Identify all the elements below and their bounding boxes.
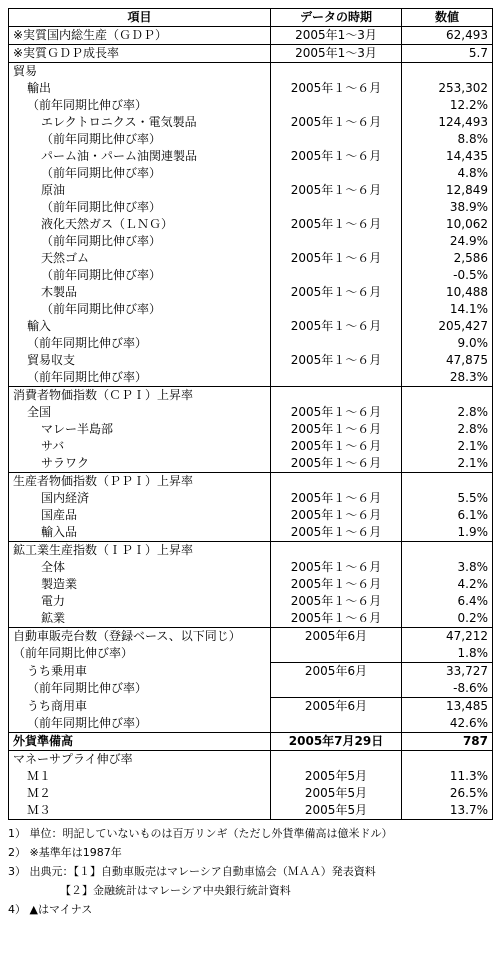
row-label: 天然ゴム [9,250,271,267]
row-value: 6.1% [402,507,493,524]
table-row [9,131,493,148]
row-period: 2005年１〜６月 [271,524,402,542]
row-period [271,387,402,405]
row-period: 2005年5月 [271,802,402,820]
table-row [9,438,493,455]
row-period [271,680,402,698]
table-row [9,97,493,114]
row-value: 2.8% [402,404,493,421]
row-period: 2005年１〜６月 [271,576,402,593]
row-label: 鉱業 [9,610,271,628]
row-period: 2005年１〜６月 [271,610,402,628]
row-period: 2005年１〜６月 [271,148,402,165]
row-label: 国内経済 [9,490,271,507]
footnote: 1） 単位：明記していないものは百万リンギ（ただし外貨準備高は億米ドル） [8,827,393,840]
table-row [9,490,493,507]
table-row [9,785,493,802]
footnote: 2） ※基準年は1987年 [8,846,122,859]
row-value: 33,727 [402,663,493,681]
row-value: 787 [402,733,493,751]
row-value: 8.8% [402,131,493,148]
row-value: 2.8% [402,421,493,438]
row-value: 253,302 [402,80,493,97]
row-label: （前年同期比伸び率） [9,369,271,387]
row-period: 2005年1〜3月 [271,27,402,45]
row-period [271,301,402,318]
row-value: 0.2% [402,610,493,628]
row-label: うち乗用車 [9,663,271,681]
row-value: 2.1% [402,455,493,473]
table-row [9,301,493,318]
row-period: 2005年１〜６月 [271,404,402,421]
table-row [9,352,493,369]
row-value: 2,586 [402,250,493,267]
row-value: 1.8% [402,645,493,663]
row-label: （前年同期比伸び率） [9,301,271,318]
row-period: 2005年１〜６月 [271,559,402,576]
row-value: 14,435 [402,148,493,165]
header-item: 項目 [9,9,271,27]
row-period: 2005年１〜６月 [271,182,402,199]
row-value [402,751,493,769]
table-body [9,27,493,820]
row-label: （前年同期比伸び率） [9,199,271,216]
row-period: 2005年１〜６月 [271,114,402,131]
row-value: 62,493 [402,27,493,45]
row-value: 12,849 [402,182,493,199]
row-label: （前年同期比伸び率） [9,165,271,182]
table-row [9,576,493,593]
row-label: （前年同期比伸び率） [9,335,271,352]
row-label: 国産品 [9,507,271,524]
row-period: 2005年１〜６月 [271,593,402,610]
table-row [9,165,493,182]
row-period [271,233,402,250]
row-period [271,335,402,352]
row-period: 2005年１〜６月 [271,490,402,507]
row-label: Ｍ３ [9,802,271,820]
row-value [402,542,493,560]
indicators-table [8,8,493,820]
table-row [9,645,493,663]
row-value [402,473,493,491]
row-value: 205,427 [402,318,493,335]
row-value: 11.3% [402,768,493,785]
table-row [9,733,493,751]
row-period [271,199,402,216]
row-period: 2005年5月 [271,768,402,785]
row-label: Ｍ２ [9,785,271,802]
footnotes [8,824,492,919]
row-period [271,473,402,491]
table-row [9,715,493,733]
table-row [9,404,493,421]
row-value [402,387,493,405]
table-row [9,542,493,560]
footnote: 3） 出典元：【１】自動車販売はマレーシア自動車協会（ＭＡＡ）発表資料 [8,865,376,878]
row-value: 13.7% [402,802,493,820]
row-period [271,715,402,733]
row-label: エレクトロニクス・電気製品 [9,114,271,131]
row-label: 電力 [9,593,271,610]
header-value: 数値 [402,9,493,27]
row-label: （前年同期比伸び率） [9,680,271,698]
table-row [9,27,493,45]
table-row [9,387,493,405]
header-period: データの時期 [271,9,402,27]
row-period [271,645,402,663]
row-value: 28.3% [402,369,493,387]
table-row [9,233,493,250]
row-period [271,63,402,81]
row-period [271,97,402,114]
row-label: ※実質国内総生産（ＧＤＰ） [9,27,271,45]
row-value: 5.5% [402,490,493,507]
row-value: -8.6% [402,680,493,698]
table-row [9,628,493,646]
table-row [9,182,493,199]
row-value: 2.1% [402,438,493,455]
table-row [9,148,493,165]
row-period [271,542,402,560]
row-period: 2005年１〜６月 [271,216,402,233]
row-period: 2005年１〜６月 [271,284,402,301]
row-label: （前年同期比伸び率） [9,233,271,250]
row-label: マレー半島部 [9,421,271,438]
row-label: （前年同期比伸び率） [9,645,271,663]
row-value: 9.0% [402,335,493,352]
table-row [9,199,493,216]
row-period: 2005年１〜６月 [271,352,402,369]
table-row [9,250,493,267]
table-row [9,802,493,820]
table-row [9,318,493,335]
row-label: 生産者物価指数（ＰＰＩ）上昇率 [9,473,271,491]
row-label: うち商用車 [9,698,271,716]
row-value: 42.6% [402,715,493,733]
row-period: 2005年1〜3月 [271,45,402,63]
row-label: パーム油・パーム油関連製品 [9,148,271,165]
table-row [9,507,493,524]
row-label: 自動車販売台数（登録ベース、以下同じ） [9,628,271,646]
row-period: 2005年7月29日 [271,733,402,751]
row-period: 2005年6月 [271,698,402,716]
table-row [9,335,493,352]
row-period [271,267,402,284]
row-value: -0.5% [402,267,493,284]
table-row [9,267,493,284]
row-label: 輸入品 [9,524,271,542]
row-value: 4.8% [402,165,493,182]
table-row [9,524,493,542]
row-label: 外貨準備高 [9,733,271,751]
table-row [9,45,493,63]
row-period [271,369,402,387]
row-period: 2005年6月 [271,663,402,681]
row-label: 消費者物価指数（ＣＰＩ）上昇率 [9,387,271,405]
row-label: 製造業 [9,576,271,593]
row-period: 2005年１〜６月 [271,507,402,524]
row-period: 2005年１〜６月 [271,455,402,473]
row-label: （前年同期比伸び率） [9,97,271,114]
row-period: 2005年6月 [271,628,402,646]
row-period: 2005年１〜６月 [271,421,402,438]
row-label: 貿易 [9,63,271,81]
footnote: 【２】金融統計はマレーシア中央銀行統計資料 [60,884,291,897]
row-label: Ｍ１ [9,768,271,785]
row-label: 貿易収支 [9,352,271,369]
row-value: 3.8% [402,559,493,576]
row-period: 2005年１〜６月 [271,250,402,267]
table-row [9,663,493,681]
row-label: 液化天然ガス（ＬＮＧ） [9,216,271,233]
economic-indicators-document [8,8,492,919]
row-value: 14.1% [402,301,493,318]
row-value: 47,212 [402,628,493,646]
footnote: 4） ▲はマイナス [8,903,93,916]
row-period: 2005年１〜６月 [271,438,402,455]
row-period [271,751,402,769]
row-value: 24.9% [402,233,493,250]
table-row [9,421,493,438]
row-label: マネーサプライ伸び率 [9,751,271,769]
table-row [9,751,493,769]
row-label: 全国 [9,404,271,421]
row-value: 124,493 [402,114,493,131]
row-value: 38.9% [402,199,493,216]
table-row [9,455,493,473]
table-row [9,114,493,131]
table-header-row [9,9,493,27]
row-period [271,165,402,182]
row-value: 26.5% [402,785,493,802]
row-label: （前年同期比伸び率） [9,131,271,148]
row-label: 鉱工業生産指数（ＩＰＩ）上昇率 [9,542,271,560]
table-row [9,698,493,716]
row-value: 12.2% [402,97,493,114]
row-label: 原油 [9,182,271,199]
table-row [9,768,493,785]
row-period: 2005年１〜６月 [271,318,402,335]
row-label: サラワク [9,455,271,473]
row-value: 4.2% [402,576,493,593]
table-row [9,63,493,81]
row-label: 輸入 [9,318,271,335]
row-value: 1.9% [402,524,493,542]
row-label: 全体 [9,559,271,576]
row-value: 10,488 [402,284,493,301]
row-value: 5.7 [402,45,493,63]
row-label: （前年同期比伸び率） [9,267,271,284]
row-label: （前年同期比伸び率） [9,715,271,733]
row-label: ※実質ＧＤＰ成長率 [9,45,271,63]
row-period [271,131,402,148]
row-value: 10,062 [402,216,493,233]
row-period: 2005年１〜６月 [271,80,402,97]
table-row [9,80,493,97]
row-value [402,63,493,81]
table-row [9,559,493,576]
table-row [9,473,493,491]
table-row [9,216,493,233]
row-value: 6.4% [402,593,493,610]
table-row [9,593,493,610]
row-label: 輸出 [9,80,271,97]
row-label: 木製品 [9,284,271,301]
table-row [9,369,493,387]
row-label: サバ [9,438,271,455]
row-value: 47,875 [402,352,493,369]
row-value: 13,485 [402,698,493,716]
table-row [9,610,493,628]
row-period: 2005年5月 [271,785,402,802]
table-row [9,284,493,301]
table-row [9,680,493,698]
